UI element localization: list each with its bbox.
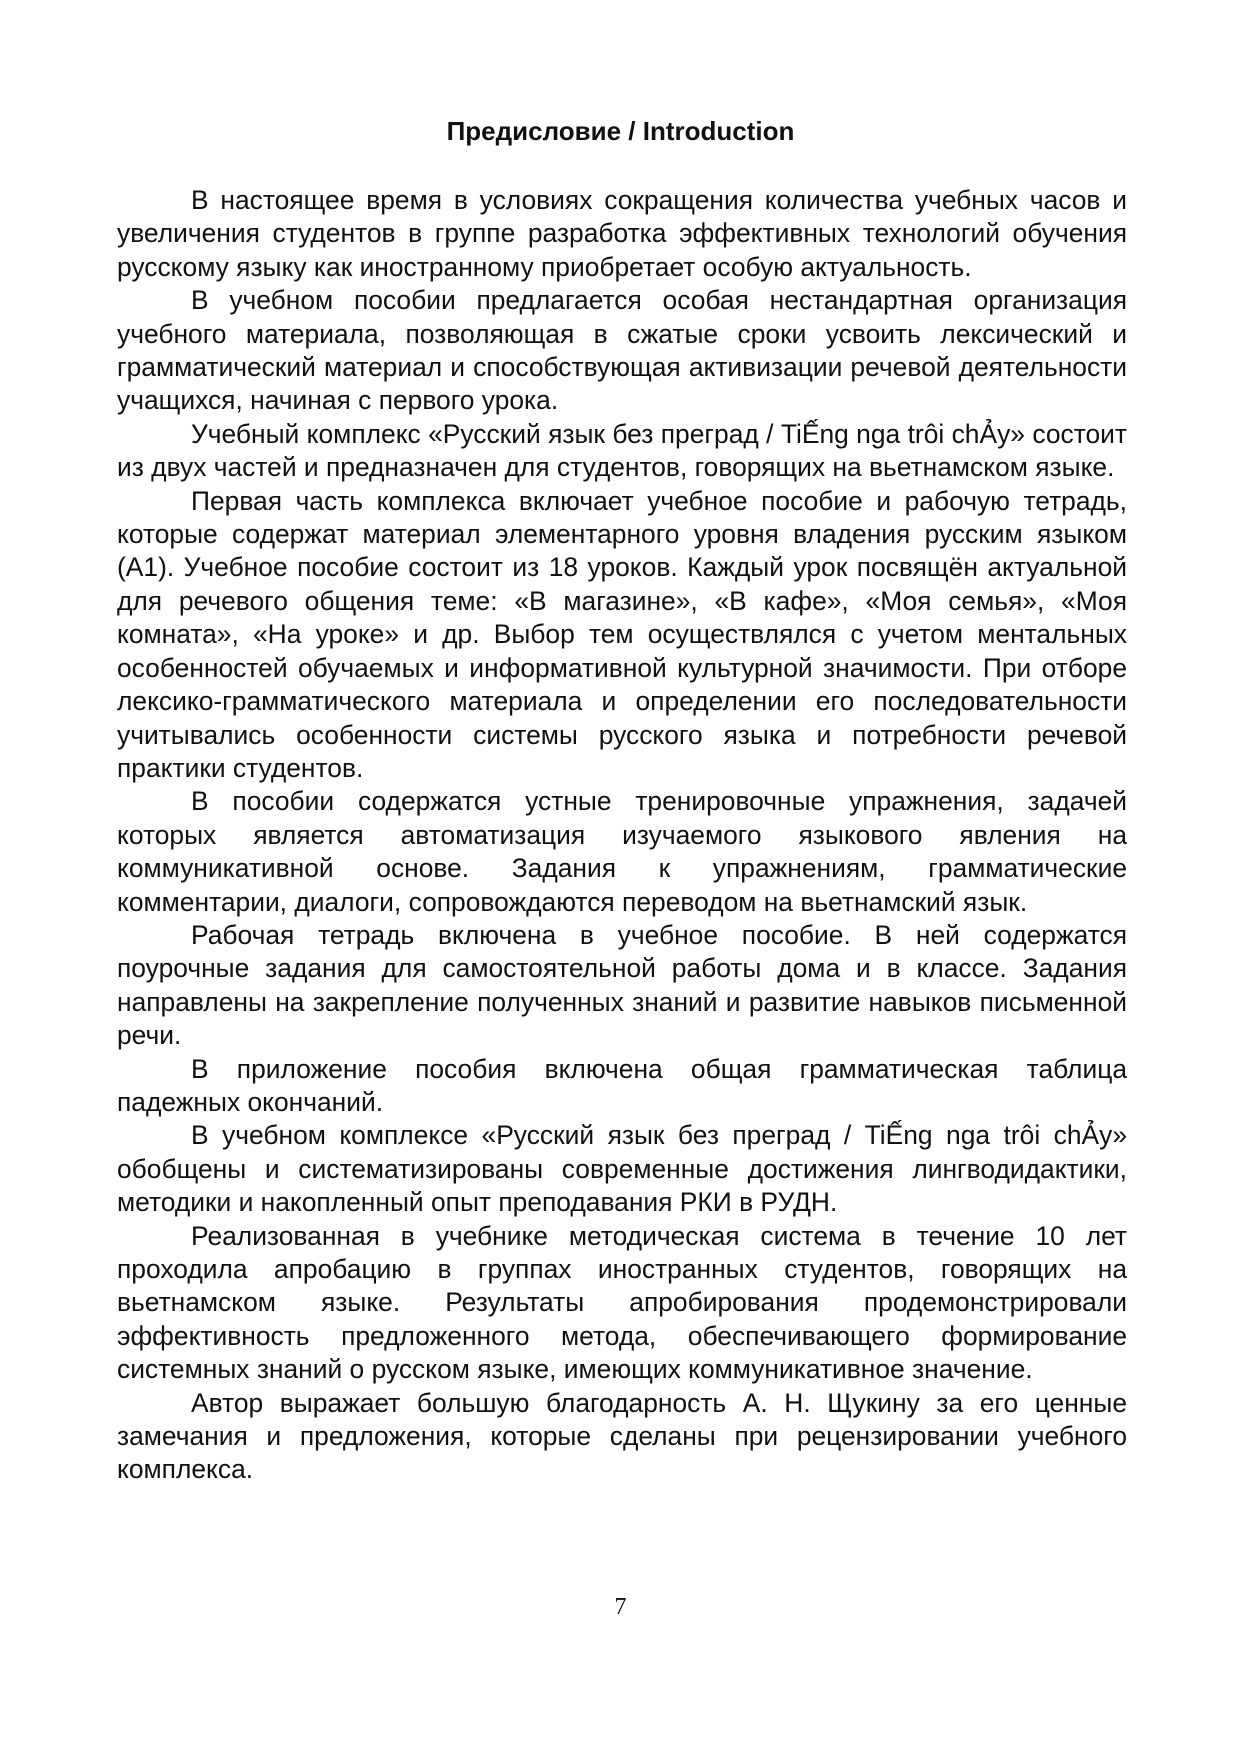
page-title: Предисловие / Introduction (446, 116, 795, 146)
paragraph-6: Рабочая тетрадь включена в учебное пособие. В ней содержатся поурочные задания для самостоятельной работы дома и в классе. Задания направлены на закрепление полученных знаний и развитие навыков письменной речи. (117, 919, 1127, 1051)
paragraph-10: Автор выражает большую благодарность А. Н. Щукину за его ценные замечания и предложения, которые сделаны при рецензировании учебного комплекса. (117, 1387, 1127, 1485)
paragraph-1: В настоящее время в условиях сокращения количества учебных часов и увеличения студентов в группе разработка эффективных технологий обучения русскому языку как иностранному приобретает особую актуальность. (117, 185, 1127, 282)
paragraph-5: В пособии содержатся устные тренировочные упражнения, задачей которых является автоматизация изучаемого языкового явления на коммуникативной основе. Задания к упражнениям, грамматические комментарии, диалоги, сопровождаются переводом на вьетнамский язык. (117, 786, 1127, 917)
paragraph-8: В учебном комплексе «Русский язык без преград / TiẾng nga trôi chẢy» обобщены и систематизированы современные достижения лингводидактики, методики и накопленный опыт преподавания РКИ в РУДН. (117, 1120, 1127, 1218)
paragraph-4: Первая часть комплекса включает учебное пособие и рабочую тетрадь, которые содержат материал элементарного уровня владения русским языком (А1). Учебное пособие состоит из 18 уроков. Каждый урок посвящён актуальной для речевого общения теме: «В магазине», «В кафе», «Моя семья», «Моя комната», «На уроке» и др. Выбор тем осуществлялся с учетом ментальных особенностей обучаемых и информативной культурной значимости. При отборе лексико-грамматического материала и определении его последовательности учитывались особенности системы русского языка и потребности речевой практики студентов. (117, 485, 1127, 783)
paragraph-7: В приложение пособия включена общая грамматическая таблица падежных окончаний. (117, 1053, 1127, 1117)
paragraph-3: Учебный комплекс «Русский язык без преград / TiẾng nga trôi chẢy» состоит из двух частей и предназначен для студентов, говорящих на вьетнамском языке. (117, 418, 1127, 483)
paragraph-2: В учебном пособии предлагается особая нестандартная организация учебного материала, позволяющая в сжатые сроки усвоить лексический и грамматический материал и способствующая активизации речевой деятельности учащихся, начиная с первого урока. (117, 285, 1127, 416)
body-text (117, 184, 1127, 1487)
page-number: 7 (614, 1594, 627, 1620)
paragraph-9: Реализованная в учебнике методическая система в течение 10 лет проходила апробацию в группах иностранных студентов, говорящих на вьетнамском языке. Результаты апробирования продемонстрировали эффективность предложенного метода, обеспечивающего формирование системных знаний о русском языке, имеющих коммуникативное значение. (117, 1220, 1127, 1385)
